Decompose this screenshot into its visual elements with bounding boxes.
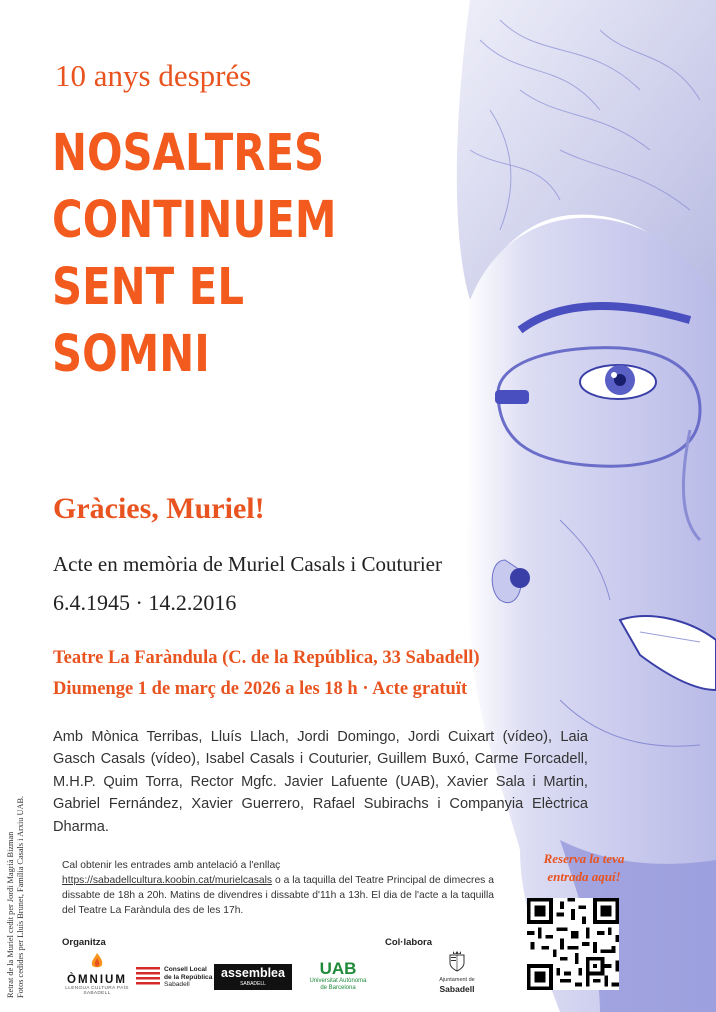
main-title [52,120,336,388]
ajuntament-line1: Ajuntament de [439,977,475,983]
date-time-line: Diumenge 1 de març de 2026 a les 18 h · Acte gratuït [53,679,468,699]
guests-paragraph: Amb Mònica Terribas, Lluís Llach, Jordi Domingo, Jordi Cuixart (vídeo), Laia Gasch Casals (vídeo), Isabel Casals i Couturier, Guillem Buxó, Carme Forcadell, M.H.P. Quim Torra, Rector Mgfc. Javier Lafuente (UAB), Xavier Sala i Martin, Gabriel Fernández, Xavier Guerrero, Rafael Subirachs i Companyia Elèctrica Dharma. [53,729,588,835]
uab-logo [302,960,374,992]
omnium-name: ÒMNIUM [67,974,127,986]
omnium-sub: LLENGUA CULTURA PAÍS [65,986,129,991]
credit-line: Retrat de la Muriel cedit per Jordi Magrià Bizman [6,831,15,998]
title-line: SOMNI [52,325,210,384]
assemblea-sub: SABADELL [240,981,266,987]
senyera-flag-icon [136,966,160,988]
life-dates: 6.4.1945 · 14.2.2016 [53,590,237,615]
assemblea-name: assemblea [221,966,285,980]
omnium-flame-icon [90,953,104,969]
omnium-sub2: SABADELL [83,991,111,996]
tickets-link[interactable]: https://sabadellcultura.koobin.cat/murielcasals [62,875,273,886]
ajuntament-line2: Sabadell [439,984,475,994]
credit-line: Fotos cedides per Lluís Brunet, Família Casals i Arxiu UAB. [16,795,25,998]
ajuntament-logo [432,950,482,994]
collabora-label: Col·labora [385,937,432,948]
image-credits [6,788,26,998]
memorial-line: Acte en memòria de Muriel Casals i Couturier [53,552,442,576]
consell-line1: Consell Local [164,966,207,973]
consell-line3: Sabadell [164,981,190,988]
title-line: SENT EL [52,258,244,317]
uab-name: UAB [319,959,357,978]
title-line: CONTINUEM [52,191,337,250]
organitza-label: Organitza [62,937,106,948]
consell-line2: de la República [164,973,213,981]
pre-title: 10 anys després [55,58,252,93]
ajuntament-crest-icon [448,950,466,972]
title-line: NOSALTRES [52,124,325,183]
uab-line2: de Barcelona [320,985,356,991]
uab-line1: Universitat Autònoma [309,978,367,984]
reserve-callout: Reserva la teva entrada aquí! [543,851,625,884]
tickets-before: Cal obtenir les entrades amb antelació a l'enllaç [62,860,281,871]
venue-line: Teatre La Faràndula (C. de la República, 33 Sabadell) [53,648,480,668]
omnium-logo [62,953,132,996]
assemblea-logo [214,964,292,990]
thanks-heading: Gràcies, Muriel! [53,492,265,525]
tickets-after: o a la taquilla del Teatre Principal de dimecres a dissabte de 18h a 20h. Matins de divendres i dissabte d'11h a 13h. El dia de l'acte a la taquilla del Teatre La Faràndula des de les 17h. [62,875,494,916]
qr-code[interactable] [527,898,619,990]
tickets-info [62,858,494,918]
